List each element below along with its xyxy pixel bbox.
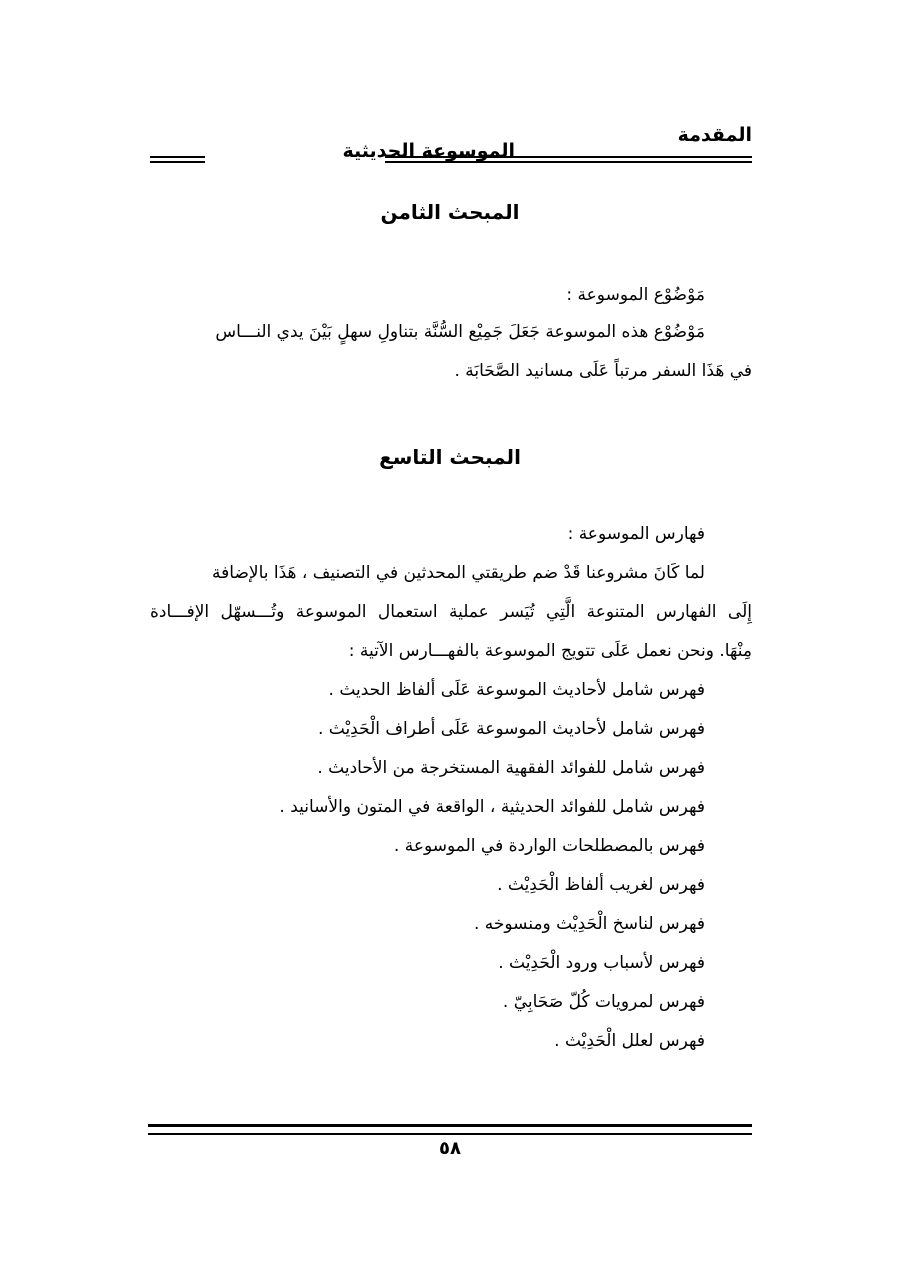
index-list-item: فهرس شامل للفوائد الفقهية المستخرجة من الأحاديث . (317, 758, 705, 778)
section-heading: المبحث التاسع (379, 445, 521, 469)
paragraph-line: مَوْضُوْع هذه الموسوعة جَعَلَ جَمِيْع السُّنَّة بتناولِ سهلٍ بَيْنَ يدي النـــاس (215, 322, 705, 342)
index-list-item: فهرس شامل للفوائد الحديثية ، الواقعة في المتون والأسانيد . (279, 797, 705, 817)
running-header-book-title: الموسوعة الحديثية (342, 140, 515, 162)
header-rule-left (150, 156, 205, 163)
paragraph-line: مِنْهَا. ونحن نعمل عَلَى تتويج الموسوعة بالفهـــارس الآتية : (348, 641, 752, 661)
index-list-item: فهرس لناسخ الْحَدِيْث ومنسوخه . (473, 914, 705, 934)
paragraph-line: إِلَى الفهارس المتنوعة الَّتِي تُيَسر عملية استعمال الموسوعة وتُـــسهّل الإفـــادة (150, 602, 752, 622)
section-label: فهارس الموسوعة : (567, 524, 705, 544)
index-list-item: فهرس لأسباب ورود الْحَدِيْث . (498, 953, 705, 973)
index-list-item: فهرس شامل لأحاديث الموسوعة عَلَى ألفاظ الحديث . (328, 680, 705, 700)
footer-rule (148, 1124, 752, 1135)
page-number: ٥٨ (439, 1138, 461, 1159)
index-list-item: فهرس لغريب ألفاظ الْحَدِيْث . (497, 875, 705, 895)
section-label: مَوْضُوْع الموسوعة : (566, 285, 705, 305)
paragraph-line: في هَذَا السفر مرتباً عَلَى مسانيد الصَّحَابَة . (454, 361, 752, 381)
index-list-item: فهرس لعلل الْحَدِيْث . (554, 1031, 705, 1051)
index-list-item: فهرس لمرويات كُلّ صَحَابِيّ . (502, 992, 705, 1012)
index-list-item: فهرس شامل لأحاديث الموسوعة عَلَى أطراف الْحَدِيْث . (317, 719, 705, 739)
index-list-item: فهرس بالمصطلحات الواردة في الموسوعة . (393, 836, 705, 856)
section-heading: المبحث الثامن (380, 200, 520, 224)
running-header-chapter: المقدمة (677, 124, 752, 146)
paragraph-line: لما كَانَ مشروعنا قَدْ ضم طريقتي المحدثين في التصنيف ، هَذَا بالإضافة (212, 563, 705, 583)
